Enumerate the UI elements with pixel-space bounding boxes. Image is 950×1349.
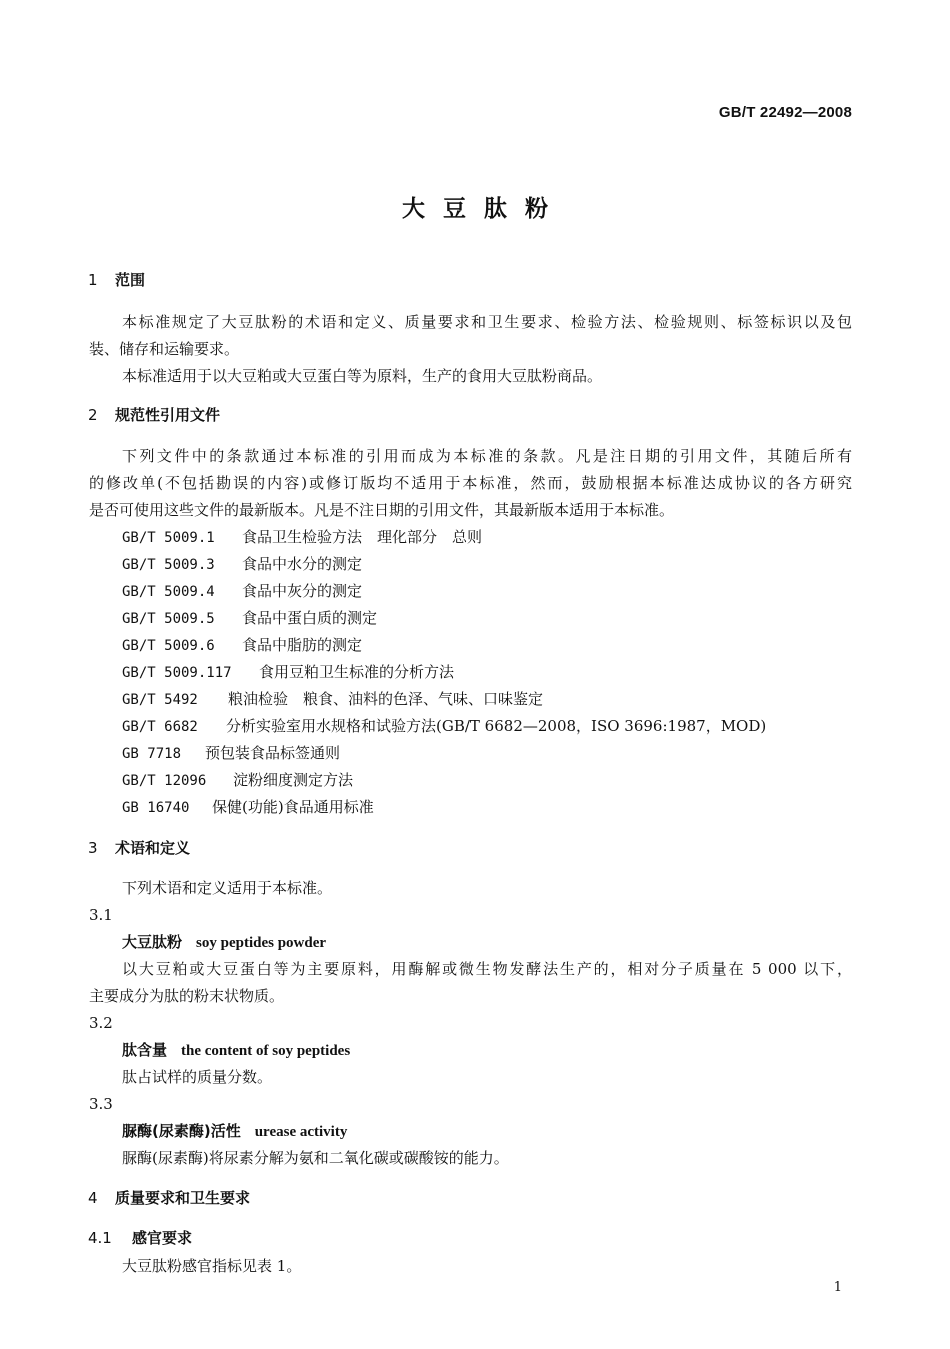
term-heading xyxy=(122,932,326,953)
section-number: 3 xyxy=(88,839,98,857)
reference-item xyxy=(122,554,362,575)
reference-title: 保健(功能)食品通用标准 xyxy=(212,798,374,816)
section-number: 4 xyxy=(88,1189,98,1207)
reference-item xyxy=(122,743,340,764)
section-number: 2 xyxy=(88,406,98,424)
section-title: 感官要求 xyxy=(132,1229,193,1247)
section-number: 1 xyxy=(88,271,98,289)
reference-title: 食品中灰分的测定 xyxy=(242,582,363,600)
page-title: 大豆肽粉 xyxy=(402,196,566,222)
paragraph: 本标准适用于以大豆粕或大豆蛋白等为原料，生产的食用大豆肽粉商品。 xyxy=(122,367,603,385)
paragraph: 大豆肽粉感官指标见表 1。 xyxy=(122,1257,302,1275)
paragraph: 下列文件中的条款通过本标准的引用而成为本标准的条款。凡是注日期的引用文件，其随后所有 xyxy=(122,447,852,465)
term-definition: 脲酶(尿素酶)将尿素分解为氨和二氧化碳或碳酸铵的能力。 xyxy=(122,1149,509,1167)
reference-item xyxy=(122,581,362,602)
reference-code: GB/T 5009.1 xyxy=(122,530,215,546)
paragraph: 装、储存和运输要求。 xyxy=(89,340,240,358)
section-4-heading xyxy=(88,1188,250,1208)
reference-item xyxy=(122,716,766,737)
section-title: 范围 xyxy=(115,271,146,289)
reference-code: GB/T 5009.4 xyxy=(122,584,215,600)
term-en: the content of soy peptides xyxy=(181,1043,351,1059)
term-number: 3.2 xyxy=(89,1014,113,1032)
term-definition: 以大豆粕或大豆蛋白等为主要原料，用酶解或微生物发酵法生产的，相对分子质量在 5 000 以下， xyxy=(122,960,852,978)
term-heading xyxy=(122,1121,347,1142)
reference-item xyxy=(122,797,374,818)
term-definition: 主要成分为肽的粉末状物质。 xyxy=(89,987,285,1005)
section-3-heading xyxy=(88,838,190,858)
term-heading xyxy=(122,1040,350,1061)
term-zh: 大豆肽粉 xyxy=(122,933,183,951)
term-definition: 肽占试样的质量分数。 xyxy=(122,1068,273,1086)
reference-code: GB/T 5009.6 xyxy=(122,638,215,654)
paragraph: 的修改单(不包括勘误的内容)或修订版均不适用于本标准，然而，鼓励根据本标准达成协议的各方研究 xyxy=(89,474,852,492)
reference-code: GB/T 6682 xyxy=(122,719,198,735)
reference-title: 食用豆粕卫生标准的分析方法 xyxy=(259,663,455,681)
term-zh: 脲酶(尿素酶)活性 xyxy=(122,1122,241,1140)
reference-item xyxy=(122,608,377,629)
section-title: 质量要求和卫生要求 xyxy=(115,1189,251,1207)
term-zh: 肽含量 xyxy=(122,1041,168,1059)
reference-code: GB 7718 xyxy=(122,746,182,762)
section-1-heading xyxy=(88,270,145,290)
section-title: 规范性引用文件 xyxy=(115,406,221,424)
page-number: 1 xyxy=(833,1280,842,1295)
term-en: urease activity xyxy=(254,1124,348,1140)
reference-title: 食品中脂肪的测定 xyxy=(242,636,363,654)
standard-code: GB/T 22492—2008 xyxy=(718,104,852,121)
reference-title: 粮油检验 粮食、油料的色泽、气味、口味鉴定 xyxy=(228,690,544,708)
reference-item xyxy=(122,662,454,683)
section-number: 4.1 xyxy=(88,1229,112,1247)
reference-item xyxy=(122,527,482,548)
reference-code: GB/T 5009.3 xyxy=(122,557,215,573)
subsection-4-1-heading xyxy=(88,1228,192,1248)
reference-code: GB/T 5009.117 xyxy=(122,665,232,681)
reference-item xyxy=(122,635,362,656)
section-2-heading xyxy=(88,405,220,425)
reference-code: GB 16740 xyxy=(122,800,190,816)
reference-code: GB/T 5492 xyxy=(122,692,198,708)
reference-title: 食品卫生检验方法 理化部分 总则 xyxy=(242,528,483,546)
term-number: 3.3 xyxy=(89,1095,113,1113)
reference-title: 预包装食品标签通则 xyxy=(205,744,341,762)
reference-title: 淀粉细度测定方法 xyxy=(233,771,354,789)
paragraph: 本标准规定了大豆肽粉的术语和定义、质量要求和卫生要求、检验方法、检验规则、标签标识以及包 xyxy=(122,313,852,331)
section-title: 术语和定义 xyxy=(115,839,191,857)
paragraph: 下列术语和定义适用于本标准。 xyxy=(122,879,333,897)
reference-item xyxy=(122,770,353,791)
reference-code: GB/T 12096 xyxy=(122,773,207,789)
reference-code: GB/T 5009.5 xyxy=(122,611,215,627)
term-number: 3.1 xyxy=(89,906,113,924)
reference-title: 食品中水分的测定 xyxy=(242,555,363,573)
paragraph: 是否可使用这些文件的最新版本。凡是不注日期的引用文件，其最新版本适用于本标准。 xyxy=(89,501,675,519)
reference-item xyxy=(122,689,543,710)
reference-title: 食品中蛋白质的测定 xyxy=(242,609,378,627)
term-en: soy peptides powder xyxy=(196,935,327,951)
reference-title: 分析实验室用水规格和试验方法(GB/T 6682—2008，ISO 3696:1987，MOD) xyxy=(226,717,767,735)
